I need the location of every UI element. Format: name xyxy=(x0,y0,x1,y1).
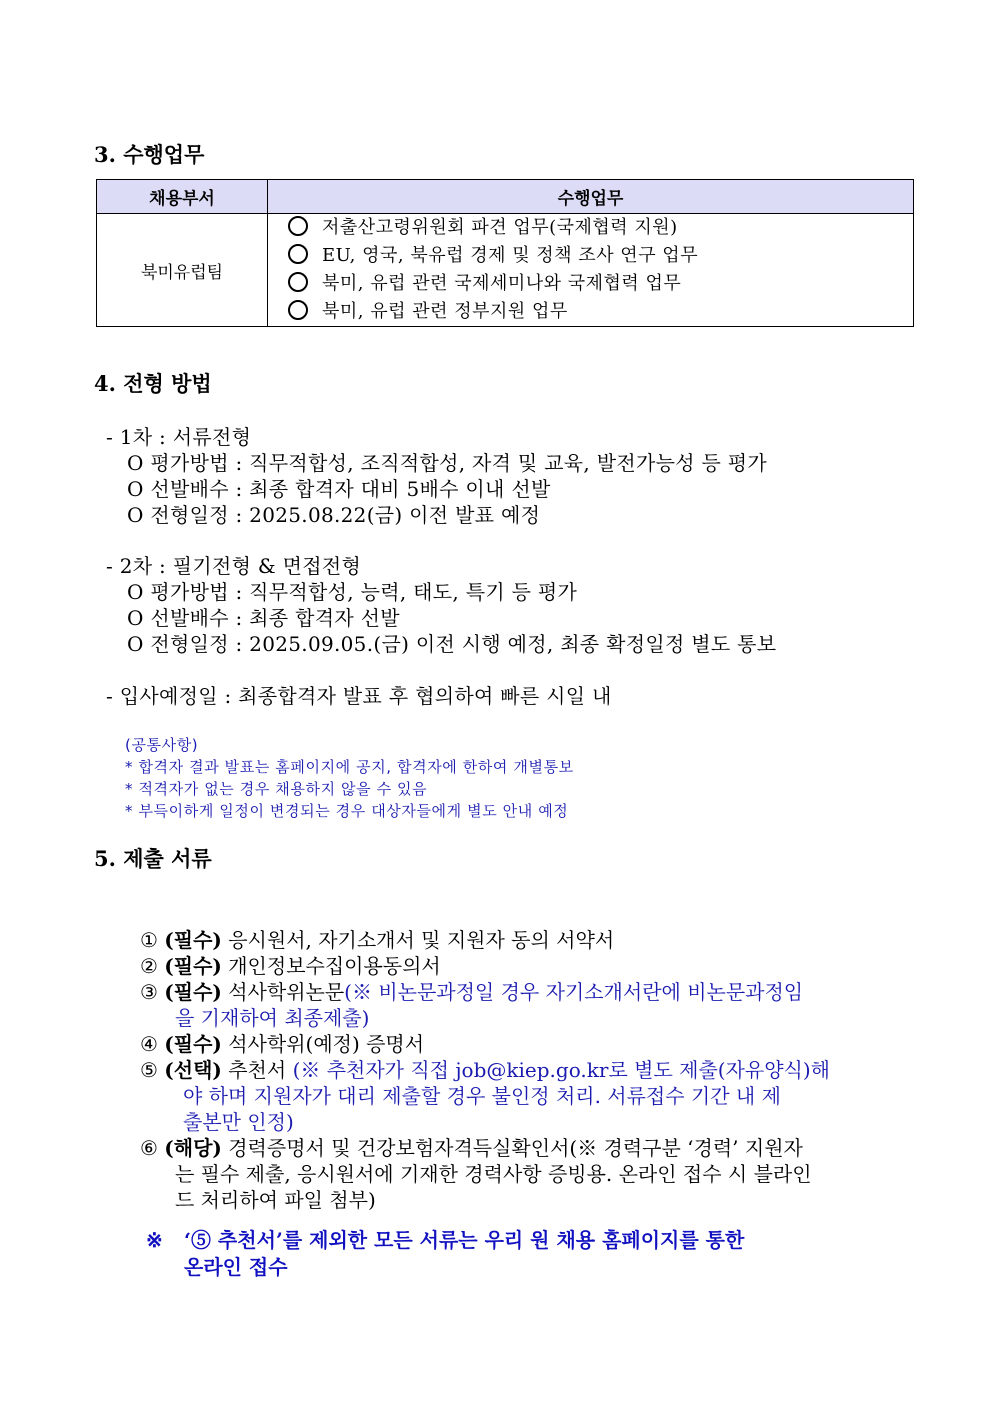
join-date: - 입사예정일 : 최종합격자 발표 후 협의하여 빠른 시일 내 xyxy=(106,684,612,708)
task-item: 북미, 유럽 관련 국제세미나와 국제협력 업무 xyxy=(288,270,913,298)
final-note-line: 온라인 접수 xyxy=(184,1255,288,1279)
doc-item-6: ⑥ (해당) 경력증명서 및 건강보험자격득실확인서(※ 경력구분 ‘경력’ 지원자 xyxy=(140,1136,803,1160)
circle-bullet-icon xyxy=(288,216,308,236)
final-note-line: ‘⑤ 추천서’를 제외한 모든 서류는 우리 원 채용 홈페이지를 통한 xyxy=(184,1228,745,1252)
table-header-tasks: 수행업무 xyxy=(268,180,914,214)
note-item: * 적격자가 없는 경우 채용하지 않을 수 있음 xyxy=(125,780,428,798)
stage1-line: O 평가방법 : 직무적합성, 조직적합성, 자격 및 교육, 발전가능성 등 평가 xyxy=(127,451,768,475)
stage2-line: O 선발배수 : 최종 합격자 선발 xyxy=(127,606,400,630)
stage1-title: - 1차 : 서류전형 xyxy=(106,425,252,449)
section-3-title: 3. 수행업무 xyxy=(94,142,205,167)
doc-item-3-note: 을 기재하여 최종제출) xyxy=(175,1006,370,1030)
doc-item-4: ④ (필수) 석사학위(예정) 증명서 xyxy=(140,1032,425,1056)
circle-bullet-icon xyxy=(288,300,308,320)
doc-item-6-line: 드 처리하여 파일 첨부) xyxy=(175,1188,376,1212)
final-note-mark: ※ xyxy=(146,1228,163,1252)
doc-item-2: ② (필수) 개인정보수집이용동의서 xyxy=(140,954,441,978)
task-item: 북미, 유럽 관련 정부지원 업무 xyxy=(288,298,913,326)
notes-title: (공통사항) xyxy=(125,736,199,754)
task-table xyxy=(96,179,914,327)
section-4-title: 4. 전형 방법 xyxy=(94,371,212,396)
note-item: * 합격자 결과 발표는 홈페이지에 공지, 합격자에 한하여 개별통보 xyxy=(125,758,574,776)
note-item: * 부득이하게 일정이 변경되는 경우 대상자들에게 별도 안내 예정 xyxy=(125,802,569,820)
doc-item-3: ③ (필수) 석사학위논문(※ 비논문과정일 경우 자기소개서란에 비논문과정임 xyxy=(140,980,804,1004)
tasks-cell xyxy=(268,214,914,327)
stage2-line: O 평가방법 : 직무적합성, 능력, 태도, 특기 등 평가 xyxy=(127,580,578,604)
table-header-dept: 채용부서 xyxy=(97,180,268,214)
stage1-line: O 선발배수 : 최종 합격자 대비 5배수 이내 선발 xyxy=(127,477,551,501)
circle-bullet-icon xyxy=(288,244,308,264)
stage2-title: - 2차 : 필기전형 & 면접전형 xyxy=(106,554,362,578)
doc-item-1: ① (필수) 응시원서, 자기소개서 및 지원자 동의 서약서 xyxy=(140,928,615,952)
doc-item-5-note: 야 하며 지원자가 대리 제출할 경우 불인정 처리. 서류접수 기간 내 제 xyxy=(183,1084,781,1108)
section-5-title: 5. 제출 서류 xyxy=(94,846,212,871)
stage2-line: O 전형일정 : 2025.09.05.(금) 이전 시행 예정, 최종 확정일정 별도 통보 xyxy=(127,632,777,656)
task-item: 저출산고령위원회 파견 업무(국제협력 지원) xyxy=(288,214,913,242)
doc-item-6-line: 는 필수 제출, 응시원서에 기재한 경력사항 증빙용. 온라인 접수 시 블라인 xyxy=(175,1162,812,1186)
dept-cell: 북미유럽팀 xyxy=(97,214,268,327)
stage1-line: O 전형일정 : 2025.08.22(금) 이전 발표 예정 xyxy=(127,503,541,527)
circle-bullet-icon xyxy=(288,272,308,292)
doc-item-5-note: 출본만 인정) xyxy=(183,1110,294,1134)
doc-item-5: ⑤ (선택) 추천서 (※ 추천자가 직접 job@kiep.go.kr로 별도 제출(자유양식)해 xyxy=(140,1058,830,1082)
task-item: EU, 영국, 북유럽 경제 및 정책 조사 연구 업무 xyxy=(288,242,913,270)
